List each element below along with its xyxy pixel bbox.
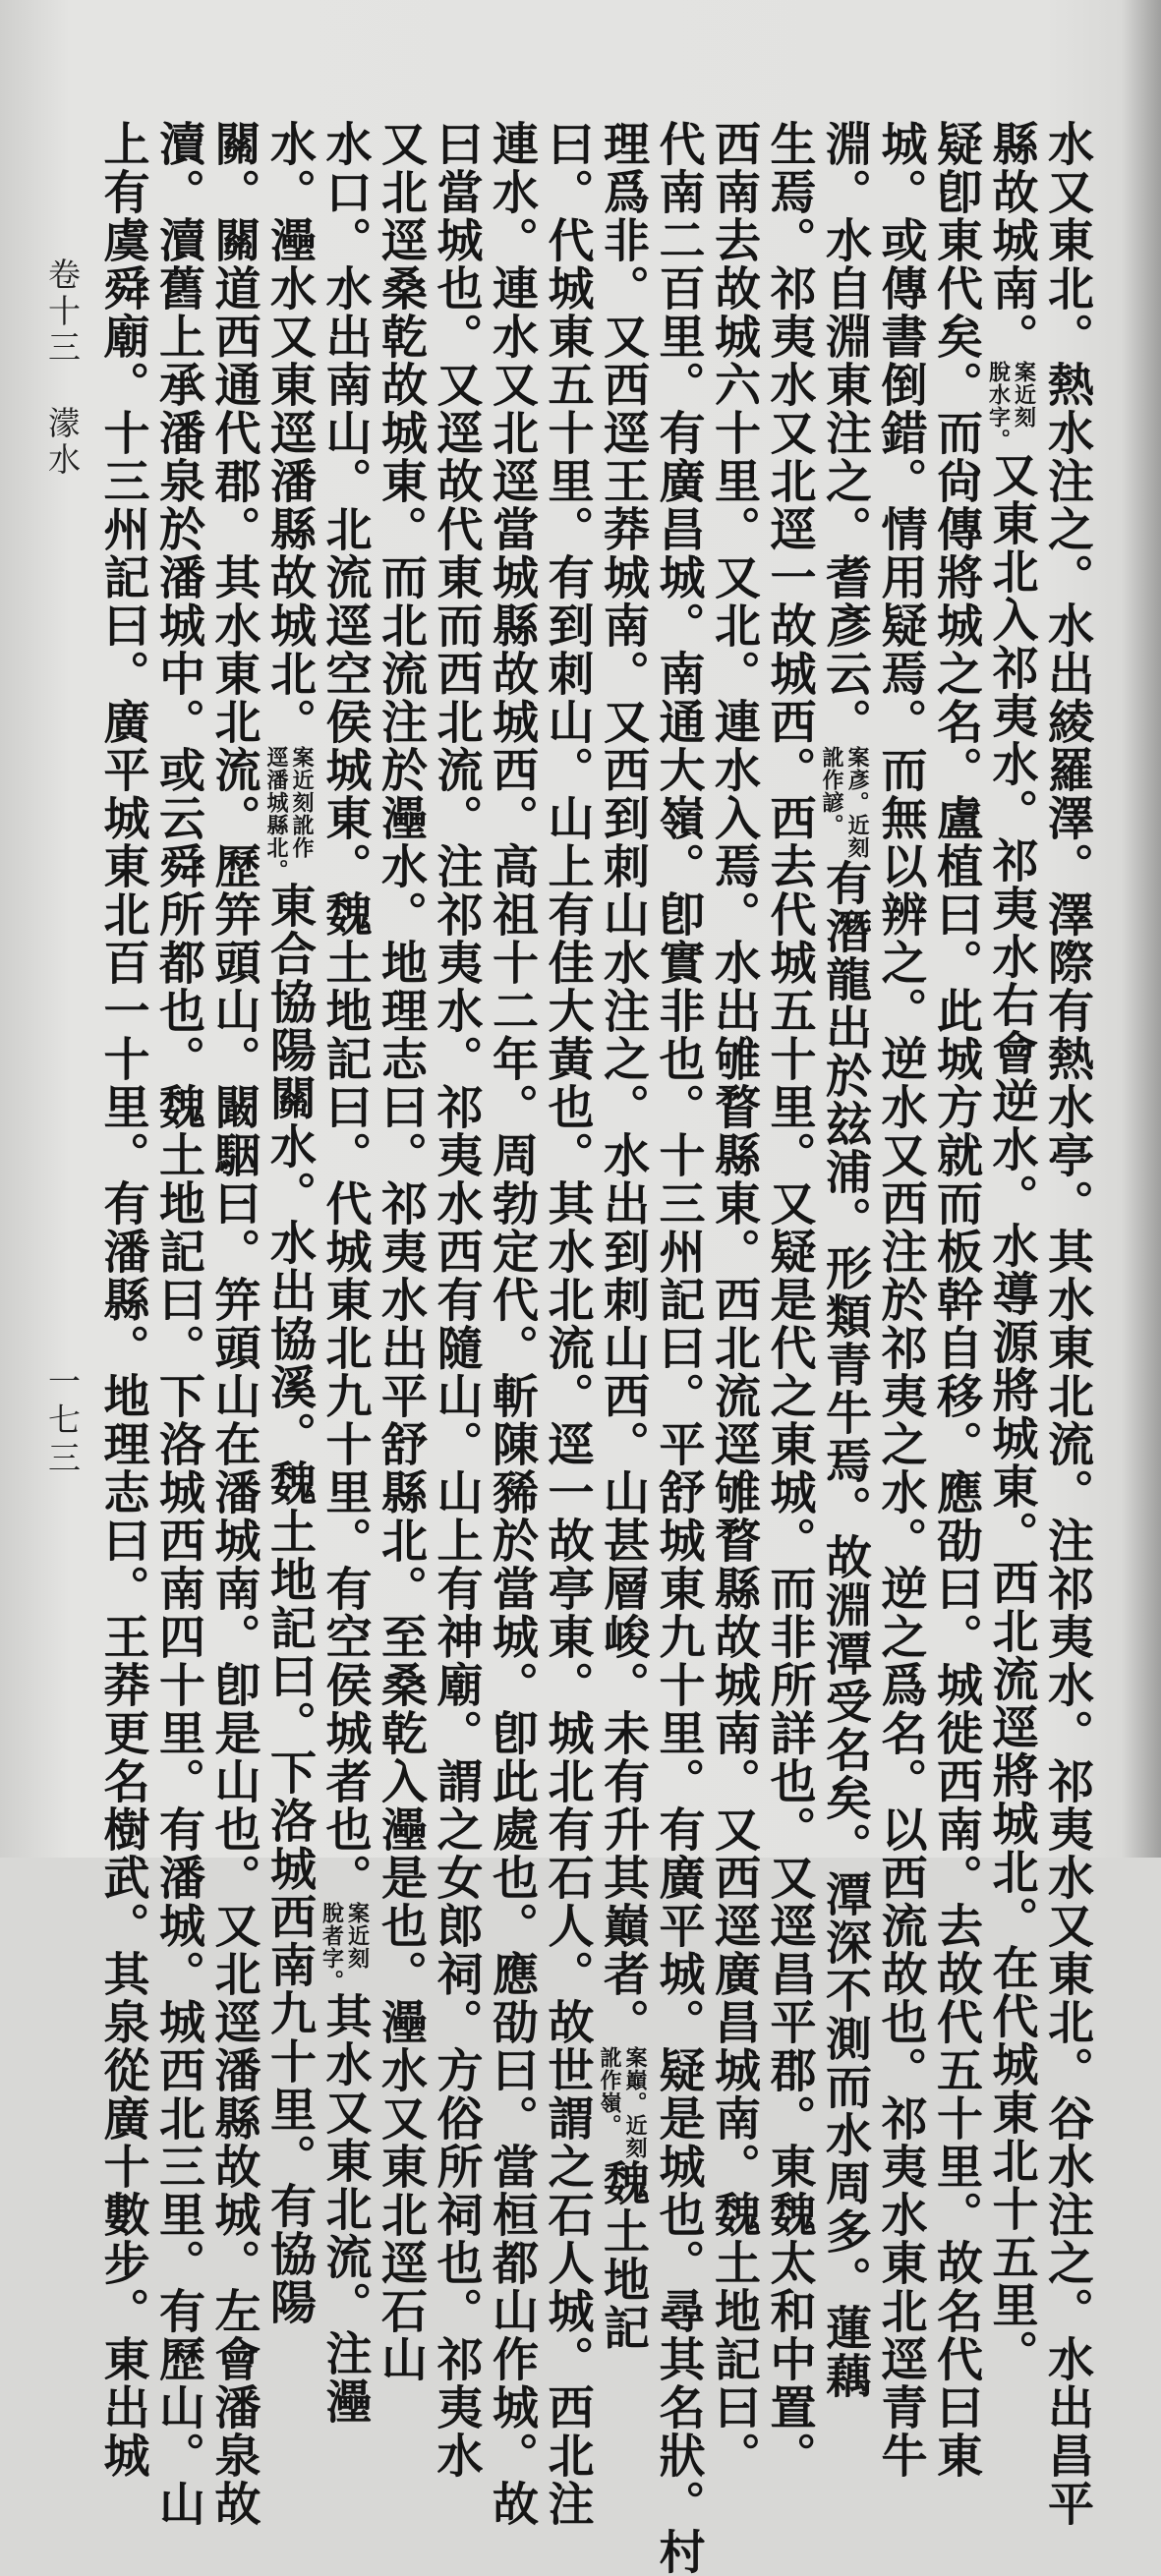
column-text: 代南二百里。有廣昌城。南通大嶺。卽實非也。十三州記曰。平舒城東九十里。有廣平城。疑是城也。尋其名狀。村 [651, 120, 706, 2576]
note-line: 案彥。近刻 [844, 746, 870, 859]
column-text: 水口。水出南山。北流逕空侯城東。魏土地記曰。代城東北九十里。有空侯城者也。 [318, 120, 373, 1902]
text-column [373, 120, 429, 2383]
column-text: 魏土地記 [596, 2159, 650, 2352]
column-text: 曰。代城東五十里。有到刺山。山上有佳大黃也。其水北流。逕一故亭東。城北有石人。故世謂之石人城。西北注 [540, 120, 595, 2528]
note-line: 案近刻 [344, 1902, 371, 1970]
column-text: 瀆。瀆舊上承潘泉於潘城中。或云舜所都也。魏土地記曰。下洛城西南四十里。有潘城。城西北三里。有歷山。山 [151, 120, 205, 2528]
note-line: 脫水字。 [985, 361, 1012, 451]
note-line: 案近刻 [1011, 361, 1037, 429]
page-gutter-shadow [1122, 0, 1161, 1858]
text-column [1039, 120, 1095, 2528]
page-number: 一七三 [43, 1364, 82, 1479]
column-text: 關。關道西通代郡。其水東北流。歷笄頭山。闞駰曰。笄頭山在潘城南。卽是山也。又北逕潘縣故城。左會潘泉故 [206, 120, 261, 2528]
column-text: 連水。連水又北逕當城縣故城西。高祖十二年。周勃定代。斬陳豨於當城。卽此處也。應劭曰。當桓都山作城。故 [485, 120, 539, 2528]
interlinear-note [263, 746, 315, 882]
text-column [428, 120, 484, 2480]
column-text: 西南去故城六十里。又北。連水入焉。水出雊瞀縣東。西北流逕雊瞀縣故城南。又西逕廣昌城南。魏土地記曰。 [707, 120, 761, 2480]
note-line: 案近刻訛作 [289, 746, 315, 859]
text-column [872, 120, 928, 2480]
column-text: 淵。水自淵東注之。耆彥云。 [818, 120, 872, 746]
column-text: 理爲非。又西逕王莽城南。又西到刺山水注之。水出到刺山西。山甚層峻。未有升其巔者。 [596, 120, 650, 2046]
column-text: 又北逕桑乾故城東。而北流注於灅水。地理志曰。祁夷水出平舒縣北。至桑乾入灅是也。灅水又東北逕石山 [374, 120, 428, 2383]
running-head-volume: 卷十三 [43, 258, 82, 367]
text-column [650, 120, 706, 2576]
interlinear-note [319, 1902, 371, 1992]
text-column [484, 120, 540, 2528]
text-column [539, 120, 595, 2528]
column-text: 曰當城也。又逕故代東而西北流。注祁夷水。祁夷水西有隨山。山上有神廟。謂之女郎祠。方俗所祠也。祁夷水 [429, 120, 484, 2480]
running-head [39, 258, 86, 479]
note-line: 訛作諺。 [819, 746, 844, 836]
main-text-block [94, 120, 1094, 2576]
text-column [928, 120, 984, 2480]
column-text: 縣故城南。 [984, 120, 1039, 361]
text-column [983, 120, 1039, 2377]
column-text: 水。灅水又東逕潘縣故城北。 [262, 120, 317, 746]
interlinear-note [597, 2046, 648, 2159]
text-column [261, 120, 318, 2326]
interlinear-note [819, 746, 870, 859]
column-text: 又東北入祁夷水。祁夷水右會逆水。水導源將城東。西北流逕將城北。在代城東北十五里。 [984, 451, 1039, 2377]
column-text: 有潛龍出於玆浦。形類青牛焉。故淵潭受名矣。潭深不測而水周多。蓮藕 [818, 859, 872, 2400]
note-line: 逕潘城縣北。 [263, 746, 289, 882]
text-column [205, 120, 261, 2528]
text-column [150, 120, 206, 2528]
text-column [94, 120, 150, 2480]
column-text: 疑卽東代矣。而尙傳將城之名。盧植曰。此城方就而板幹自移。應劭曰。城徙西南。去故代五十里。故名代曰東 [929, 120, 983, 2480]
text-column [761, 120, 817, 2480]
interlinear-note [986, 361, 1037, 451]
column-text: 上有虞舜廟。十三州記曰。廣平城東北百一十里。有潘縣。地理志曰。王莽更名樹武。其泉從廣十數步。東出城 [95, 120, 150, 2480]
note-line: 案巔。近刻 [622, 2046, 648, 2159]
running-head-chapter: 濛水 [43, 406, 82, 479]
column-text: 東合協陽關水。水出協溪。魏土地記曰。下洛城西南九十里。有協陽 [262, 882, 317, 2326]
column-text: 城。或傳書倒錯。情用疑焉。而無以辨之。逆水又西注於祁夷之水。逆之爲名。以西流故也。祁夷水東北逕青牛 [873, 120, 928, 2480]
note-line: 脫者字。 [319, 1902, 345, 1992]
text-column [595, 120, 651, 2352]
text-column [706, 120, 762, 2480]
note-line: 訛作嶺。 [597, 2046, 622, 2137]
column-text: 其水又東北流。注灅 [318, 1992, 373, 2426]
text-column [817, 120, 873, 2400]
text-column [317, 120, 373, 2426]
column-text: 生焉。祁夷水又北逕一故城西。西去代城五十里。又疑是代之東城。而非所詳也。又逕昌平郡。東魏太和中置。 [762, 120, 817, 2480]
column-text: 水又東北。熱水注之。水出綾羅澤。澤際有熱水亭。其水東北流。注祁夷水。祁夷水又東北。谷水注之。水出昌平 [1040, 120, 1094, 2528]
